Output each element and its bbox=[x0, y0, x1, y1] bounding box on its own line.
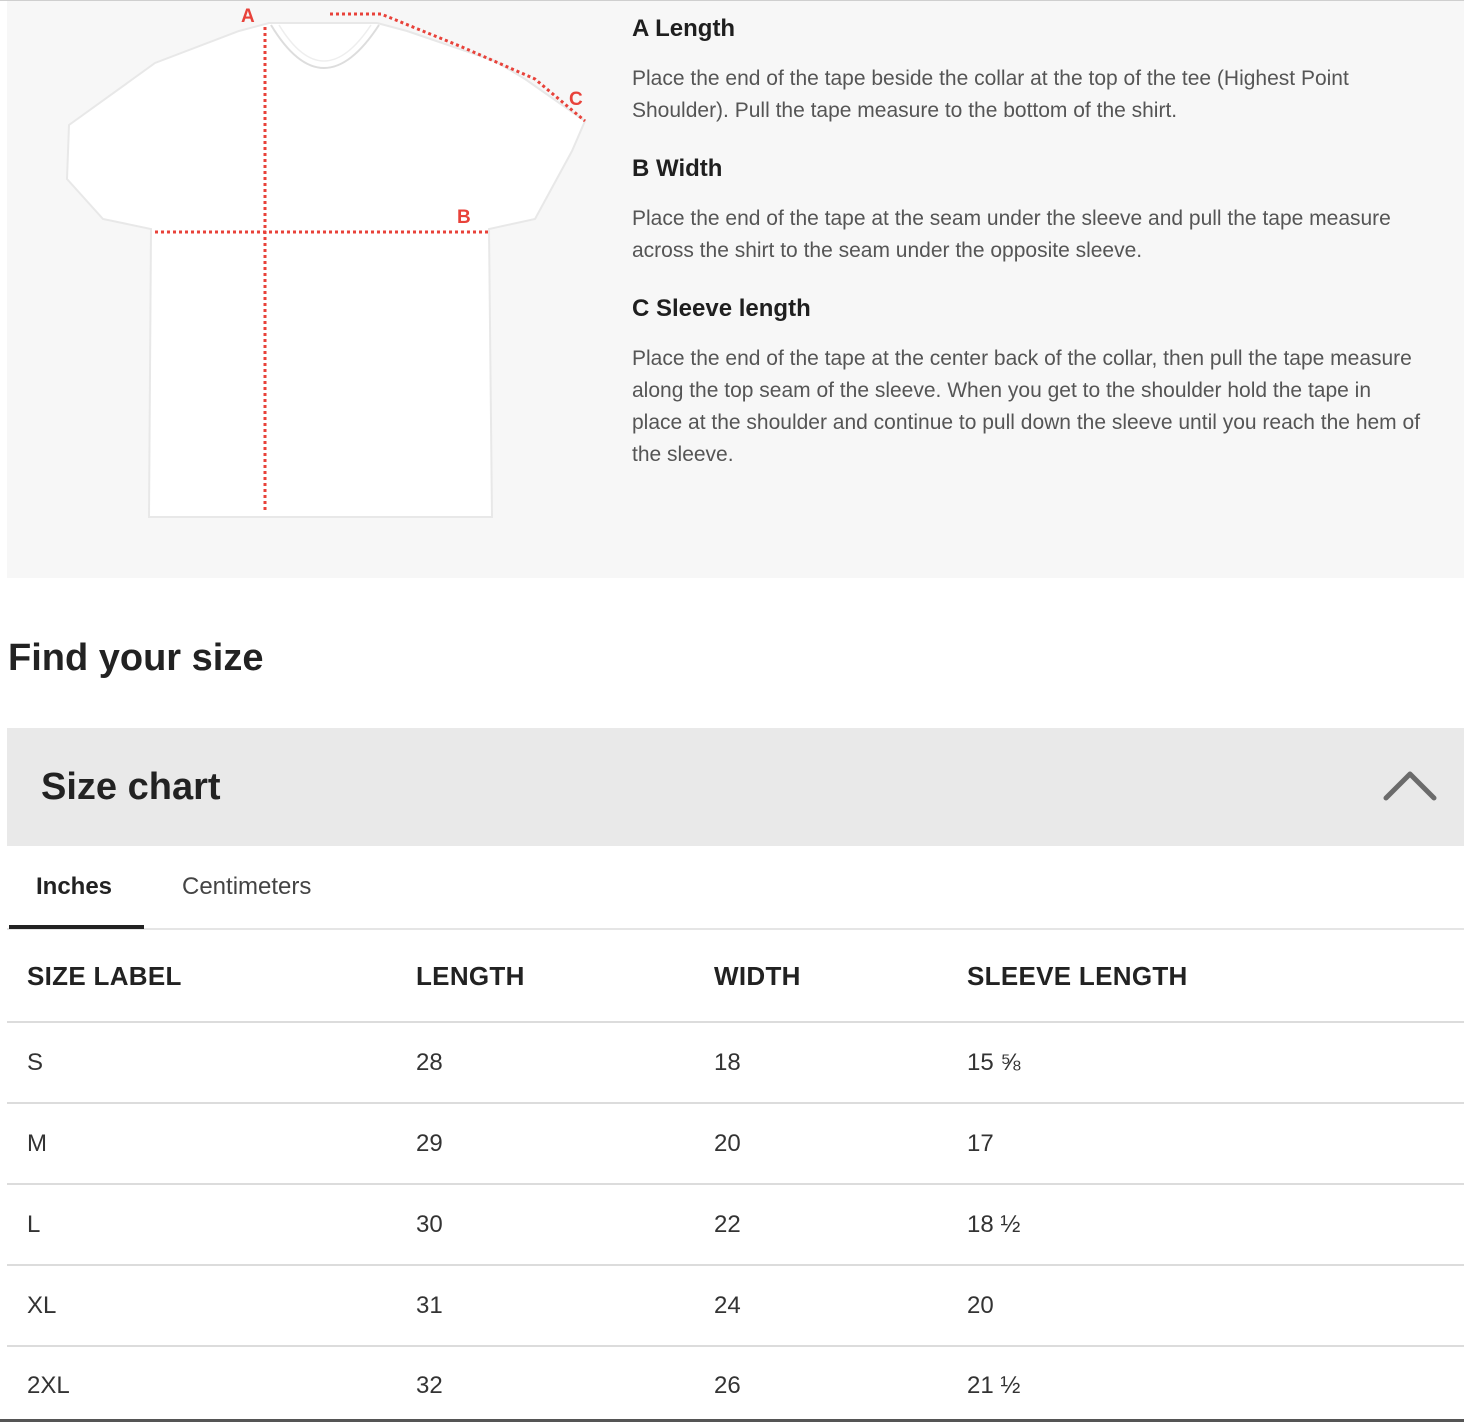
cell-sleeve-length: 18 ½ bbox=[967, 1184, 1464, 1265]
guide-item-width bbox=[632, 153, 1422, 267]
guide-title-width: B Width bbox=[632, 155, 723, 182]
cell-size-label: 2XL bbox=[27, 1372, 70, 1399]
label-b: B bbox=[457, 207, 471, 228]
cell-width: 26 bbox=[714, 1372, 741, 1399]
unit-tabs bbox=[7, 846, 1464, 930]
cell-length: 29 bbox=[416, 1103, 714, 1184]
table-header-row bbox=[7, 932, 1464, 1022]
column-header-sleeve-length: SLEEVE LENGTH bbox=[967, 932, 1464, 1022]
cell-sleeve-length: 17 bbox=[967, 1103, 1464, 1184]
guide-text-width: Place the end of the tape at the seam under the sleeve and pull the tape measure across the shirt to the seam under the opposite sleeve. bbox=[632, 207, 1391, 262]
cell-width: 20 bbox=[714, 1103, 967, 1184]
tshirt-diagram bbox=[57, 1, 617, 541]
tab-centimeters[interactable]: Centimeters bbox=[182, 873, 312, 900]
cell-length: 30 bbox=[416, 1184, 714, 1265]
tshirt-shape bbox=[67, 23, 585, 517]
column-header-width: WIDTH bbox=[714, 932, 967, 1022]
guide-item-sleeve-length bbox=[632, 293, 1422, 471]
cell-size-label: XL bbox=[7, 1265, 416, 1346]
guide-item-length bbox=[632, 13, 1422, 127]
cell-length: 32 bbox=[416, 1372, 443, 1399]
guide-title-length: A Length bbox=[632, 15, 736, 42]
cell-size-label: S bbox=[7, 1022, 416, 1103]
cell-sleeve-length: 21 ½ bbox=[967, 1372, 1021, 1399]
size-chart-accordion-toggle[interactable] bbox=[7, 728, 1464, 846]
cell-width: 22 bbox=[714, 1184, 967, 1265]
size-chart-title: Size chart bbox=[41, 766, 221, 808]
table-row bbox=[7, 1022, 1464, 1103]
cell-width: 18 bbox=[714, 1022, 967, 1103]
table-row bbox=[7, 1265, 1464, 1346]
label-c: C bbox=[569, 89, 583, 110]
cell-length: 31 bbox=[416, 1265, 714, 1346]
active-tab-indicator bbox=[9, 925, 144, 929]
chevron-up-icon[interactable] bbox=[1382, 766, 1438, 806]
tshirt-diagram-svg bbox=[57, 1, 617, 541]
cell-length: 28 bbox=[416, 1022, 714, 1103]
cell-size-label: L bbox=[7, 1184, 416, 1265]
cell-sleeve-length: 15 ⅝ bbox=[967, 1022, 1464, 1103]
measurement-instructions bbox=[632, 13, 1422, 497]
measurement-guide-panel bbox=[7, 1, 1464, 578]
guide-title-sleeve-length: C Sleeve length bbox=[632, 295, 811, 322]
cell-width: 24 bbox=[714, 1265, 967, 1346]
table-row bbox=[7, 1346, 1464, 1422]
guide-text-sleeve-length: Place the end of the tape at the center back of the collar, then pull the tape measure along the top seam of the sleeve. When you get to the shoulder hold the tape in place at the shoulder and continue to pull down the sleeve until you reach the hem of the sleeve. bbox=[632, 347, 1421, 466]
find-your-size-heading: Find your size bbox=[8, 637, 264, 679]
cell-sleeve-length: 20 bbox=[967, 1265, 1464, 1346]
column-header-length: LENGTH bbox=[416, 932, 714, 1022]
guide-text-length: Place the end of the tape beside the collar at the top of the tee (Highest Point Shoulder). Pull the tape measure to the bottom of the shirt. bbox=[632, 67, 1349, 122]
label-a: A bbox=[241, 6, 255, 27]
size-table bbox=[7, 932, 1464, 1422]
tab-inches[interactable]: Inches bbox=[36, 873, 113, 900]
column-header-size-label: SIZE LABEL bbox=[7, 932, 416, 1022]
table-row bbox=[7, 1184, 1464, 1265]
table-row bbox=[7, 1103, 1464, 1184]
cell-size-label: M bbox=[7, 1103, 416, 1184]
